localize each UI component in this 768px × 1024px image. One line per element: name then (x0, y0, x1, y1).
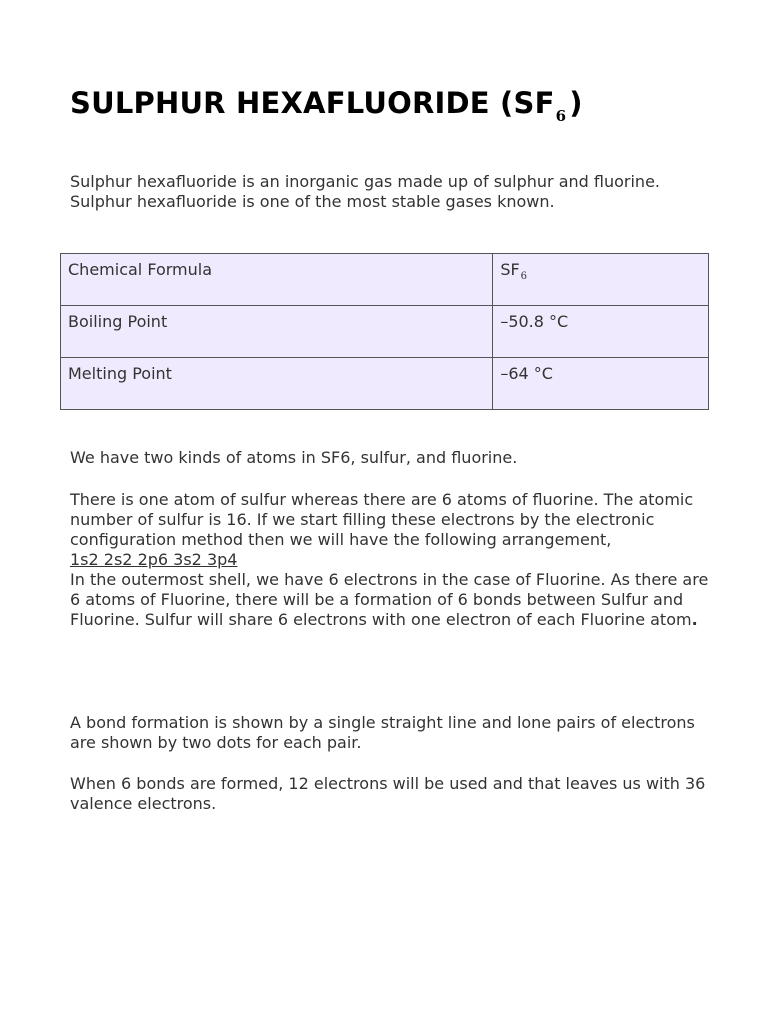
table-row (61, 306, 709, 358)
formula-subscript: 6 (520, 271, 528, 282)
atoms-paragraph: We have two kinds of atoms in SF6, sulfur, and fluorine. (70, 448, 518, 467)
bond-notation-paragraph: A bond formation is shown by a single straight line and lone pairs of electrons are shown by two dots for each pair. (70, 713, 695, 752)
table-row (61, 358, 709, 410)
page-title (70, 86, 583, 125)
formula-text: SF (500, 260, 520, 279)
title-text: SULPHUR HEXAFLUORIDE (SF (70, 86, 555, 120)
property-value (493, 254, 709, 306)
property-value: –50.8 °C (493, 306, 709, 358)
configuration-paragraph (70, 490, 720, 630)
electron-configuration: 1s2 2s2 2p6 3s2 3p4 (70, 550, 238, 569)
property-label: Melting Point (61, 358, 493, 410)
configuration-intro: There is one atom of sulfur whereas there are 6 atoms of fluorine. The atomic number of sulfur is 16. If we start filling these electrons by the electronic configuration method then we will have the following arrangement, (70, 490, 694, 549)
properties-table (60, 253, 709, 410)
property-label: Chemical Formula (61, 254, 493, 306)
property-value: –64 °C (493, 358, 709, 410)
title-subscript: 6 (555, 107, 567, 125)
valence-paragraph: When 6 bonds are formed, 12 electrons will be used and that leaves us with 36 valence electrons. (70, 774, 706, 813)
intro-paragraph: Sulphur hexafluoride is an inorganic gas made up of sulphur and fluorine. Sulphur hexafluoride is one of the most stable gases known. (70, 172, 660, 211)
bonding-text: In the outermost shell, we have 6 electrons in the case of Fluorine. As there are 6 atoms of Fluorine, there will be a formation of 6 bonds between Sulfur and Fluorine. Sulfur will share 6 electrons with one electron of each Fluorine atom (70, 570, 709, 629)
title-close-paren: ) (569, 86, 583, 120)
bonding-period: . (691, 610, 698, 629)
property-label: Boiling Point (61, 306, 493, 358)
table-row (61, 254, 709, 306)
